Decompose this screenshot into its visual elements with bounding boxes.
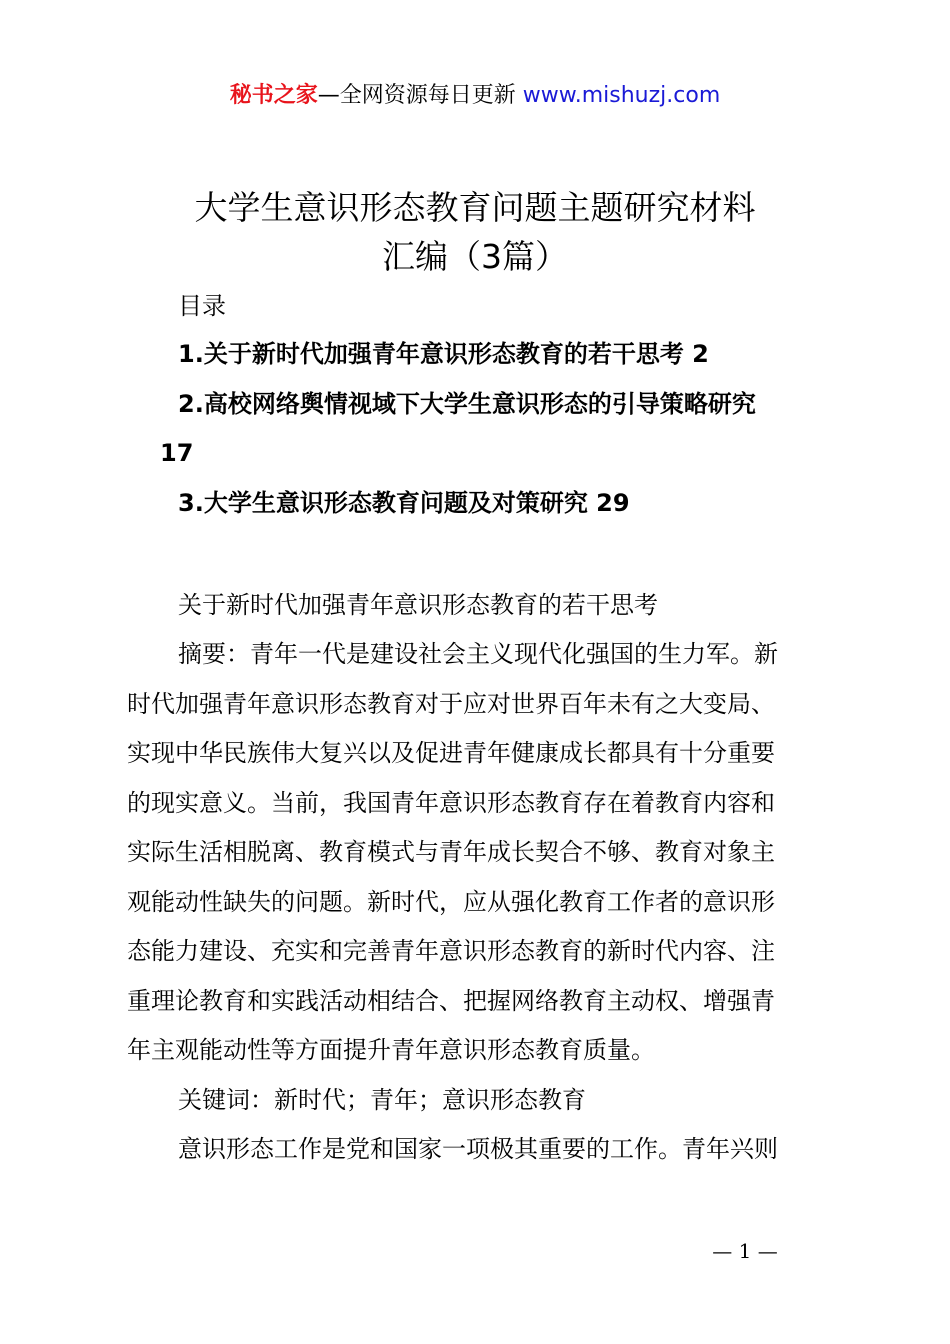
header-slogan: 全网资源每日更新 [339, 83, 516, 108]
abstract-line: 摘要：青年一代是建设社会主义现代化强国的生力军。新 [178, 640, 778, 668]
article-title: 关于新时代加强青年意识形态教育的若干思考 [178, 591, 658, 619]
toc-item-1[interactable]: 1.关于新时代加强青年意识形态教育的若干思考 2 [178, 340, 709, 368]
abstract-line: 态能力建设、充实和完善青年意识形态教育的新时代内容、注 [127, 937, 775, 965]
body-paragraph-start: 意识形态工作是党和国家一项极其重要的工作。青年兴则 [178, 1135, 778, 1163]
toc-heading: 目录 [178, 292, 226, 320]
page-number: — 1 — [712, 1239, 778, 1263]
toc-item-2[interactable]: 2.高校网络舆情视域下大学生意识形态的引导策略研究 [178, 390, 756, 418]
abstract-line: 观能动性缺失的问题。新时代，应从强化教育工作者的意识形 [127, 888, 775, 916]
brand-name: 秘书之家 [229, 83, 318, 108]
abstract-line: 重理论教育和实践活动相结合、把握网络教育主动权、增强青 [127, 987, 775, 1015]
site-url-link[interactable]: www.mishuzj.com [522, 83, 721, 108]
abstract-line: 实际生活相脱离、教育模式与青年成长契合不够、教育对象主 [127, 838, 775, 866]
document-title-line-1: 大学生意识形态教育问题主题研究材料 [194, 188, 756, 227]
keywords-line: 关键词：新时代；青年；意识形态教育 [178, 1086, 586, 1114]
header-dash: — [317, 83, 340, 108]
toc-item-2-page[interactable]: 17 [160, 439, 194, 467]
abstract-line: 时代加强青年意识形态教育对于应对世界百年未有之大变局、 [127, 690, 775, 718]
site-header [0, 80, 950, 112]
document-title-line-2: 汇编（3篇） [382, 237, 568, 276]
abstract-line: 的现实意义。当前，我国青年意识形态教育存在着教育内容和 [127, 789, 775, 817]
abstract-line: 实现中华民族伟大复兴以及促进青年健康成长都具有十分重要 [127, 739, 775, 767]
toc-item-3[interactable]: 3.大学生意识形态教育问题及对策研究 29 [178, 489, 630, 517]
abstract-line: 年主观能动性等方面提升青年意识形态教育质量。 [127, 1036, 655, 1064]
